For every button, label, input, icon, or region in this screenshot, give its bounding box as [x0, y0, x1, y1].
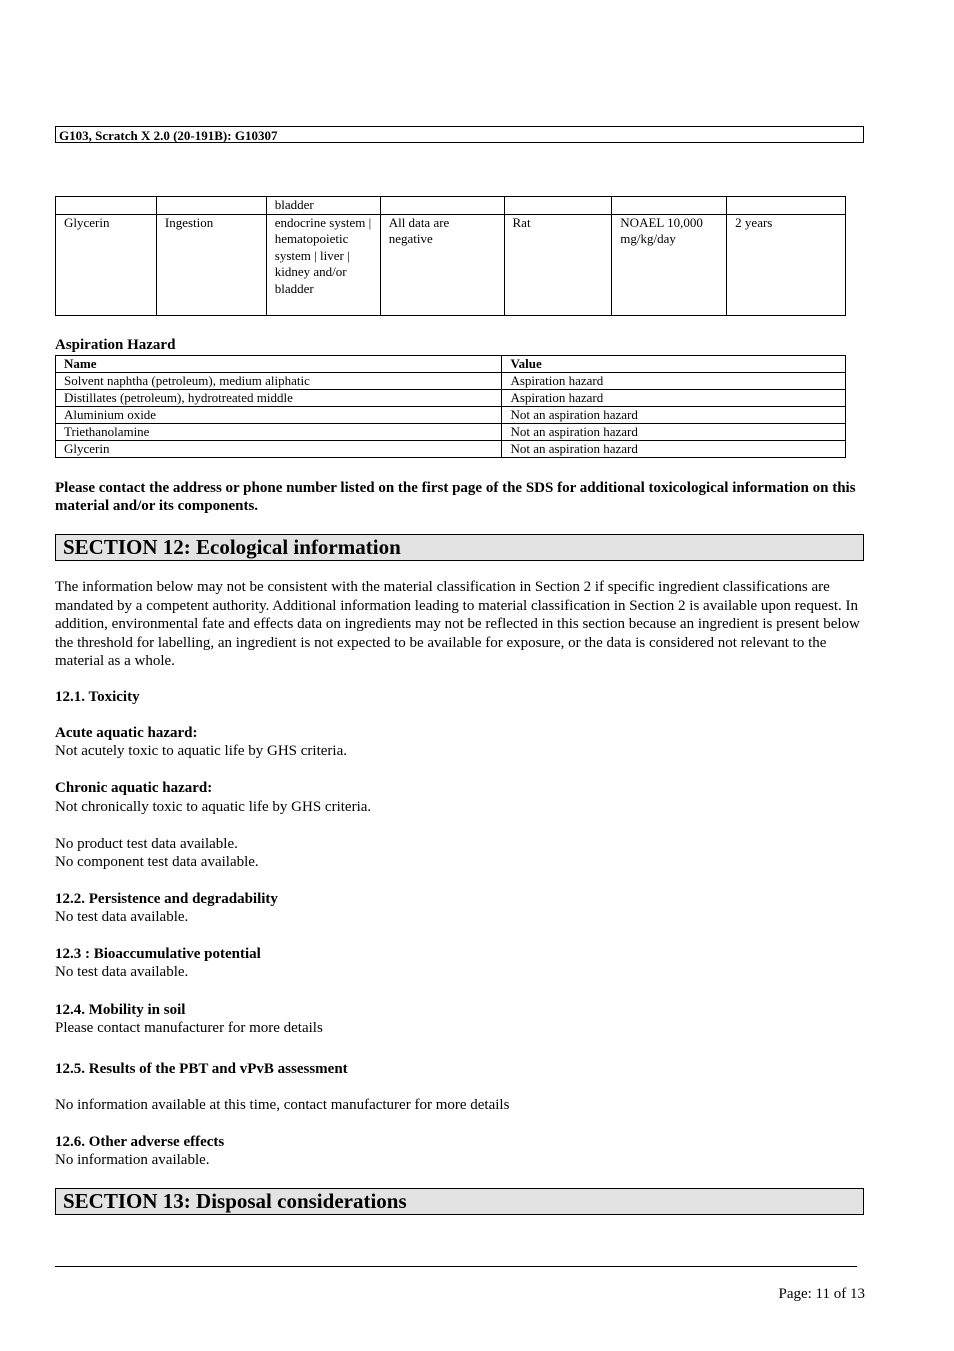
footer-divider: [55, 1266, 857, 1267]
acute-hazard-heading: Acute aquatic hazard:: [55, 725, 198, 741]
chronic-hazard-heading: Chronic aquatic hazard:: [55, 780, 213, 796]
table-cell: Not an aspiration hazard: [502, 424, 846, 441]
table-cell: Aspiration hazard: [502, 373, 846, 390]
table-cell: [612, 197, 727, 215]
table-row: [56, 197, 846, 215]
persistence-heading: 12.2. Persistence and degradability: [55, 891, 278, 907]
mobility-text: Please contact manufacturer for more details: [55, 1020, 323, 1036]
chronic-hazard-text: Not chronically toxic to aquatic life by GHS criteria.: [55, 799, 372, 815]
table-cell: NOAEL 10,000 mg/kg/day: [612, 214, 727, 315]
table-cell: Glycerin: [56, 441, 502, 458]
pbt-heading: 12.5. Results of the PBT and vPvB assessment: [55, 1061, 348, 1077]
table-cell: Glycerin: [56, 214, 157, 315]
table-cell: Ingestion: [156, 214, 266, 315]
table-row: [56, 441, 846, 458]
section-12-title: SECTION 12: Ecological information: [55, 534, 864, 561]
column-header-value: Value: [502, 356, 846, 373]
pbt-text: No information available at this time, contact manufacturer for more details: [55, 1097, 510, 1113]
mobility-heading: 12.4. Mobility in soil: [55, 1002, 186, 1018]
toxicity-table: [55, 196, 846, 316]
persistence-text: No test data available.: [55, 909, 189, 925]
other-effects-text: No information available.: [55, 1152, 210, 1168]
table-cell: Triethanolamine: [56, 424, 502, 441]
table-row: [56, 390, 846, 407]
section-12-intro: The information below may not be consistent with the material classification in Section 2 if specific ingredient classifications are mandated by a competent authority. Additional information leading to material classification in Section 2 is available upon request. In addition, environmental fate and effects data on ingredients may not be reflected in this section because an ingredient is present below the threshold for labelling, an ingredient is not expected to be available for exposure, or the data is considered not relevant to the material as a whole.: [55, 579, 860, 670]
table-cell: [380, 197, 504, 215]
table-cell: endocrine system | hematopoietic system | liver | kidney and/or bladder: [266, 214, 380, 315]
table-cell: 2 years: [727, 214, 846, 315]
table-cell: Rat: [504, 214, 612, 315]
table-cell: Distillates (petroleum), hydrotreated middle: [56, 390, 502, 407]
no-product-data: No product test data available.: [55, 836, 238, 852]
table-cell: All data are negative: [380, 214, 504, 315]
table-row: [56, 407, 846, 424]
table-cell: Solvent naphtha (petroleum), medium aliphatic: [56, 373, 502, 390]
section-13-title: SECTION 13: Disposal considerations: [55, 1188, 864, 1215]
aspiration-hazard-heading: Aspiration Hazard: [55, 337, 176, 353]
acute-hazard-text: Not acutely toxic to aquatic life by GHS criteria.: [55, 743, 347, 759]
table-cell: Not an aspiration hazard: [502, 441, 846, 458]
table-cell: Aluminium oxide: [56, 407, 502, 424]
table-header-row: [56, 356, 846, 373]
contact-note: Please contact the address or phone number listed on the first page of the SDS for additional toxicological information on this material and/or its components.: [55, 480, 856, 514]
document-header: G103, Scratch X 2.0 (20-191B): G10307: [55, 126, 864, 143]
table-cell: [56, 197, 157, 215]
table-row: [56, 214, 846, 315]
table-cell: [727, 197, 846, 215]
page-number: Page: 11 of 13: [778, 1286, 865, 1302]
toxicity-heading: 12.1. Toxicity: [55, 689, 140, 705]
table-cell: bladder: [266, 197, 380, 215]
bioaccumulative-text: No test data available.: [55, 964, 189, 980]
no-component-data: No component test data available.: [55, 854, 259, 870]
aspiration-table: [55, 355, 846, 458]
table-cell: Aspiration hazard: [502, 390, 846, 407]
column-header-name: Name: [56, 356, 502, 373]
other-effects-heading: 12.6. Other adverse effects: [55, 1134, 225, 1150]
bioaccumulative-heading: 12.3 : Bioaccumulative potential: [55, 946, 261, 962]
table-cell: Not an aspiration hazard: [502, 407, 846, 424]
table-cell: [156, 197, 266, 215]
table-row: [56, 424, 846, 441]
table-row: [56, 373, 846, 390]
table-cell: [504, 197, 612, 215]
